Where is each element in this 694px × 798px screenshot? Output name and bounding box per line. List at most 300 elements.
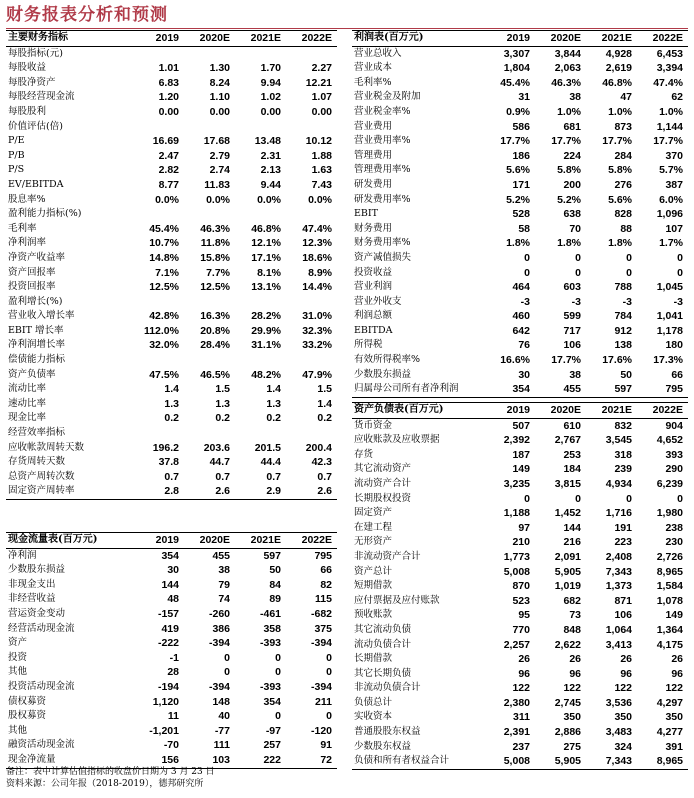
cell-value: 7,343 [586, 754, 637, 769]
table-row [352, 207, 688, 222]
row-label: 每股净资产 [8, 76, 56, 88]
cell-value: 7.43 [311, 178, 332, 191]
table-title: 利润表(百万元) [352, 31, 484, 47]
cell-value: -70 [163, 739, 179, 752]
cell-value: -3 [520, 295, 530, 308]
row-label: 毛利率 [8, 222, 37, 234]
cell-value: 45.4% [149, 222, 179, 235]
cell-value: 0 [275, 666, 281, 679]
cell-value: 2.6 [286, 484, 337, 499]
table-row [6, 651, 337, 666]
cell-value: 47.4% [302, 222, 332, 235]
cell-value: 1,980 [656, 507, 683, 520]
row-label: 无形资产 [354, 536, 393, 548]
cell-value: 46.5% [200, 368, 230, 381]
cell-value: 460 [512, 310, 530, 323]
table-row [352, 382, 688, 397]
column-header: 2020E [535, 403, 586, 419]
table-row [352, 433, 688, 448]
cell-value [133, 426, 184, 441]
cell-value: 48 [167, 593, 179, 606]
row-label: 营业收入增长率 [8, 310, 75, 322]
title-divider [6, 28, 688, 29]
cell-value: 0 [275, 710, 281, 723]
cell-value: 681 [563, 120, 581, 133]
table-row [352, 353, 688, 368]
cell-value [133, 46, 184, 61]
cell-value: 20.8% [200, 324, 230, 337]
cell-value: 1.20 [158, 91, 179, 104]
row-label: 每股指标(元) [8, 47, 63, 59]
table-row [352, 418, 688, 433]
table-row [352, 652, 688, 667]
cell-value: 358 [263, 622, 281, 635]
cell-value: 528 [512, 208, 530, 221]
cell-value: 1,144 [656, 120, 683, 133]
row-label: 资产 [8, 637, 28, 649]
cell-value: 8,965 [637, 754, 688, 769]
cell-value: 171 [512, 178, 530, 191]
cell-value: -77 [214, 724, 230, 737]
cell-value: 1.5 [215, 383, 230, 396]
table-row [6, 295, 337, 310]
cell-value: 148 [212, 695, 230, 708]
cell-value: 1,078 [656, 594, 683, 607]
cell-value: 1,452 [554, 507, 581, 520]
table-row [352, 521, 688, 536]
table-row [6, 46, 337, 61]
table-row [352, 667, 688, 682]
column-header: 2022E [637, 403, 688, 419]
row-label: 偿债能力指标 [8, 354, 66, 366]
row-label: 营业税金率% [354, 105, 411, 117]
row-label: 其它流动负债 [354, 623, 412, 635]
table-row [6, 724, 337, 739]
cell-value: 8,965 [656, 565, 683, 578]
cell-value: 5,008 [484, 754, 535, 769]
table-row [352, 565, 688, 580]
cell-value: 26 [671, 653, 683, 666]
cell-value: -3 [673, 295, 683, 308]
cell-value: 603 [563, 281, 581, 294]
table-row [6, 484, 337, 499]
cell-value: 1,041 [656, 310, 683, 323]
table-row [6, 90, 337, 105]
cell-value: 32.3% [302, 324, 332, 337]
cell-value: 597 [586, 382, 637, 397]
cell-value: 0.00 [158, 105, 179, 118]
cell-value: 0 [326, 651, 332, 664]
cell-value: 156 [133, 753, 184, 768]
cell-value: 6,239 [656, 477, 683, 490]
cell-value: 17.7% [653, 135, 683, 148]
cell-value: 0 [524, 492, 530, 505]
column-header: 2021E [586, 31, 637, 47]
table-row [6, 193, 337, 208]
cell-value: 2,408 [605, 550, 632, 563]
cell-value [184, 207, 235, 222]
cell-value: 11.8% [200, 237, 230, 250]
cell-value: 11 [167, 710, 179, 723]
row-label: 流动负债合计 [354, 638, 412, 650]
cell-value: 0 [677, 251, 683, 264]
table-row [352, 295, 688, 310]
cell-value: 770 [512, 623, 530, 636]
cell-value: 14.4% [302, 281, 332, 294]
row-label: 其它长期负债 [354, 667, 412, 679]
table-row [352, 754, 688, 769]
cell-value: 597 [263, 549, 281, 562]
row-label: 融资活动现金流 [8, 739, 75, 751]
cell-value: 350 [563, 711, 581, 724]
cell-value: 8.9% [308, 266, 332, 279]
cell-value: -222 [157, 637, 179, 650]
cell-value [133, 120, 184, 135]
table-header-row [6, 31, 337, 47]
table-header-row [352, 31, 688, 47]
cell-value: 257 [263, 739, 281, 752]
column-header: 2020E [184, 31, 235, 47]
cell-value [286, 426, 337, 441]
row-label: 少数股东损益 [8, 564, 66, 576]
table-row [352, 149, 688, 164]
row-label: 投资回报率 [8, 281, 56, 293]
cell-value: 62 [671, 91, 683, 104]
cell-value: 13.1% [251, 281, 281, 294]
row-label: EV/EBITDA [8, 178, 64, 190]
cell-value: 200.4 [305, 441, 332, 454]
cell-value: 12.5% [149, 281, 179, 294]
column-header: 2021E [586, 403, 637, 419]
cell-value: 8.24 [209, 76, 230, 89]
cell-value: 0 [224, 666, 230, 679]
cell-value: 76 [518, 339, 530, 352]
cell-value [133, 207, 184, 222]
cell-value: 0.00 [311, 105, 332, 118]
cell-value: 455 [212, 549, 230, 562]
row-label: 少数股东权益 [354, 740, 412, 752]
table-row [352, 61, 688, 76]
cell-value: 184 [563, 463, 581, 476]
cell-value: 455 [535, 382, 586, 397]
cell-value: 122 [665, 682, 683, 695]
row-label: 资产减值损失 [354, 251, 412, 263]
cell-value [184, 353, 235, 368]
cell-value: 17.68 [203, 135, 230, 148]
table-row [6, 665, 337, 680]
table-row [352, 477, 688, 492]
cell-value: 599 [563, 310, 581, 323]
cell-value: 17.1% [251, 251, 281, 264]
cell-value: 1.5 [317, 383, 332, 396]
balance-sheet-table [352, 402, 688, 770]
cell-value [184, 295, 235, 310]
row-label: 研发费用 [354, 178, 393, 190]
cell-value: 17.7% [602, 135, 632, 148]
cell-value: 350 [614, 711, 632, 724]
table-row [6, 353, 337, 368]
cell-value: 1,584 [656, 580, 683, 593]
table-row [352, 163, 688, 178]
cell-value: -1,201 [149, 724, 179, 737]
cell-value: 47 [620, 91, 632, 104]
cell-value: 2.79 [209, 149, 230, 162]
cell-value: -394 [208, 637, 230, 650]
cell-value: 642 [512, 324, 530, 337]
cell-value: -461 [259, 607, 281, 620]
cell-value: 795 [314, 549, 332, 562]
cell-value [286, 120, 337, 135]
main-indicators-table [6, 30, 337, 500]
cell-value: 2.47 [158, 149, 179, 162]
row-label: 流动资产合计 [354, 477, 412, 489]
cell-value: 1.02 [260, 91, 281, 104]
cell-value [184, 426, 235, 441]
table-row [6, 622, 337, 637]
table-row [6, 222, 337, 237]
cell-value: 1.3 [266, 397, 281, 410]
cash-flow-table [6, 532, 337, 769]
cell-value [184, 46, 235, 61]
cell-value: 32.0% [149, 339, 179, 352]
cell-value: 191 [614, 521, 632, 534]
table-header-row [352, 403, 688, 419]
row-label: 营业成本 [354, 62, 393, 74]
cell-value: 4,297 [656, 696, 683, 709]
cell-value: 1.4 [266, 383, 281, 396]
cell-value: 48.2% [251, 368, 281, 381]
table-row [6, 76, 337, 91]
row-label: 存货周转天数 [8, 456, 66, 468]
cell-value: 38 [218, 564, 230, 577]
cell-value: 96 [671, 667, 683, 680]
table-header-row [6, 533, 337, 549]
cell-value: 375 [314, 622, 332, 635]
cell-value: 0.7 [317, 470, 332, 483]
table-row [352, 338, 688, 353]
cell-value: 216 [563, 536, 581, 549]
cell-value: 38 [569, 91, 581, 104]
cell-value: 2,886 [554, 726, 581, 739]
cell-value: 8.1% [257, 266, 281, 279]
table-row [6, 709, 337, 724]
row-label: 投资活动现金流 [8, 680, 75, 692]
cell-value: 196.2 [152, 441, 179, 454]
cell-value: 1.30 [209, 62, 230, 75]
cell-value: 871 [614, 594, 632, 607]
cell-value: 70 [569, 222, 581, 235]
table-row [6, 134, 337, 149]
table-title: 资产负债表(百万元) [352, 403, 484, 419]
cell-value: 0.2 [317, 412, 332, 425]
cell-value: -1 [169, 651, 179, 664]
row-label: 管理费用 [354, 149, 393, 161]
row-label: 投资 [8, 651, 28, 663]
row-label: 净利润增长率 [8, 339, 66, 351]
table-row [352, 725, 688, 740]
cell-value: -393 [259, 680, 281, 693]
report-title: 财务报表分析和预测 [6, 5, 168, 25]
cell-value: 28 [167, 666, 179, 679]
cell-value: 1.4 [317, 397, 332, 410]
cell-value: 0.00 [209, 105, 230, 118]
cell-value: 717 [563, 324, 581, 337]
cell-value: 4,277 [656, 726, 683, 739]
cell-value: 1.8% [506, 237, 530, 250]
table-row [352, 696, 688, 711]
cell-value [133, 295, 184, 310]
cell-value: 106 [614, 609, 632, 622]
cell-value: 848 [563, 623, 581, 636]
cell-value: 138 [614, 339, 632, 352]
cell-value: 1.88 [311, 149, 332, 162]
cell-value: 5.2% [506, 193, 530, 206]
cell-value: 354 [263, 695, 281, 708]
row-label: 经营效率指标 [8, 427, 66, 439]
cell-value: 0.2 [164, 412, 179, 425]
cell-value: 370 [665, 149, 683, 162]
note-source: 资料来源：公司年报（2018-2019），德邦研究所 [6, 779, 204, 789]
cell-value: 6.83 [158, 76, 179, 89]
cell-value: 5.8% [608, 164, 632, 177]
cell-value: 318 [614, 448, 632, 461]
cell-value: 354 [484, 382, 535, 397]
row-label: 流动比率 [8, 383, 47, 395]
cell-value: 1,178 [656, 324, 683, 337]
cell-value: 112.0% [143, 324, 179, 337]
cell-value: 122 [563, 682, 581, 695]
cell-value: 788 [614, 281, 632, 294]
row-label: EBIT 增长率 [8, 324, 64, 336]
cell-value: 0 [626, 266, 632, 279]
cell-value: 91 [320, 739, 332, 752]
cell-value: -194 [157, 680, 179, 693]
table-row [6, 738, 337, 753]
row-label: 每股经营现金流 [8, 91, 75, 103]
cell-value: 111 [213, 739, 230, 752]
table-row [6, 455, 337, 470]
cell-value: 96 [620, 667, 632, 680]
cell-value: 79 [218, 578, 230, 591]
cell-value: 1,804 [503, 62, 530, 75]
table-row [352, 309, 688, 324]
cell-value: 6.0% [659, 193, 683, 206]
cell-value: 5.6% [608, 193, 632, 206]
cell-value: -97 [265, 724, 281, 737]
cell-value: 38 [569, 368, 581, 381]
cell-value: 5,905 [535, 754, 586, 769]
cell-value: 12.21 [305, 76, 332, 89]
cell-value: 29.9% [251, 324, 281, 337]
table-row [6, 120, 337, 135]
column-header: 2019 [484, 31, 535, 47]
cell-value: -394 [310, 680, 332, 693]
table-row [352, 740, 688, 755]
column-header: 2019 [484, 403, 535, 419]
table-row [6, 236, 337, 251]
row-label: 每股收益 [8, 62, 47, 74]
row-label: 价值评估(倍) [8, 120, 63, 132]
table-row [6, 397, 337, 412]
cell-value: 95 [518, 609, 530, 622]
row-label: 存货 [354, 448, 374, 460]
table-row [352, 638, 688, 653]
cell-value: 1,064 [605, 623, 632, 636]
cell-value: 4,928 [605, 47, 632, 60]
cell-value: 795 [637, 382, 688, 397]
table-row [6, 368, 337, 383]
cell-value: 870 [512, 580, 530, 593]
cell-value: 186 [512, 149, 530, 162]
cell-value: 2,726 [656, 550, 683, 563]
table-row [6, 470, 337, 485]
table-row [352, 535, 688, 550]
cell-value: 73 [569, 609, 581, 622]
row-label: 长期股权投资 [354, 492, 412, 504]
row-label: 其它流动资产 [354, 463, 412, 475]
cell-value: 2,622 [554, 638, 581, 651]
cell-value: 26 [569, 653, 581, 666]
row-label: 净利润 [8, 549, 37, 561]
column-header: 2022E [286, 533, 337, 549]
cell-value: 2.8 [133, 484, 184, 499]
cell-value: 44.7 [209, 456, 230, 469]
cell-value: 2.74 [209, 164, 230, 177]
table-row [352, 594, 688, 609]
row-label: 现金净流量 [6, 753, 133, 768]
cell-value: 0 [575, 492, 581, 505]
cell-value: 5.6% [506, 164, 530, 177]
cell-value: 3,844 [554, 47, 581, 60]
row-label: 预收账款 [354, 609, 393, 621]
cell-value: 1.8% [557, 237, 581, 250]
cell-value: 1.0% [608, 105, 632, 118]
cell-value: 201.5 [254, 441, 281, 454]
cell-value: 2,380 [503, 696, 530, 709]
table-row [6, 178, 337, 193]
cell-value: 682 [563, 594, 581, 607]
cell-value: 0 [575, 266, 581, 279]
table-row [6, 266, 337, 281]
cell-value: 115 [315, 593, 332, 606]
cell-value: 0 [626, 492, 632, 505]
cell-value: 0.0% [257, 193, 281, 206]
cell-value: 1.4 [164, 383, 179, 396]
cell-value: 2.9 [235, 484, 286, 499]
row-label: 总资产周转次数 [8, 470, 75, 482]
cell-value: 3,235 [503, 477, 530, 490]
row-label: 资产回报率 [8, 266, 56, 278]
row-label: 管理费用率% [354, 164, 411, 176]
cell-value: 0.7 [164, 470, 179, 483]
cell-value: -157 [157, 607, 179, 620]
table-row [352, 46, 688, 61]
cell-value: 387 [665, 178, 683, 191]
row-label: 在建工程 [354, 521, 393, 533]
row-label: 股权募资 [8, 710, 47, 722]
cell-value [235, 353, 286, 368]
cell-value: 14.8% [149, 251, 179, 264]
row-label: 盈利增长(%) [8, 295, 63, 307]
row-label: 货币资金 [354, 419, 393, 431]
cell-value: 1,773 [503, 550, 530, 563]
cell-value: 15.8% [200, 251, 230, 264]
row-label: 负债和所有者权益合计 [352, 754, 484, 769]
row-label: 资产负债率 [8, 368, 56, 380]
cell-value: 2.31 [260, 149, 281, 162]
row-label: 应收帐款周转天数 [8, 441, 85, 453]
cell-value: 88 [620, 222, 632, 235]
